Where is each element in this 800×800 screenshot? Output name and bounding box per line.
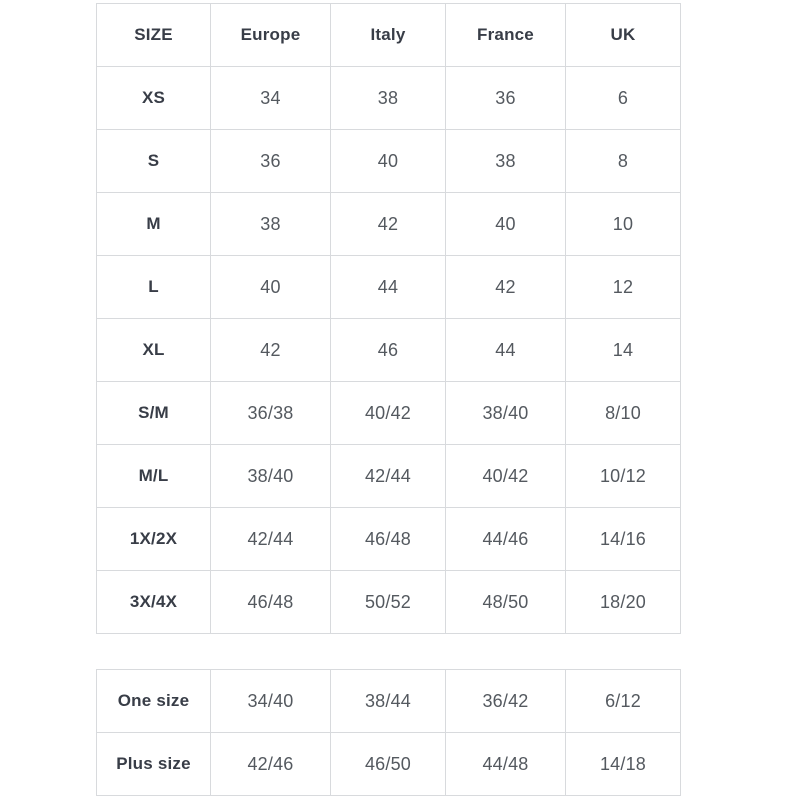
size-label-cell: Plus size xyxy=(97,733,211,796)
size-label-cell: M xyxy=(97,193,211,256)
size-value-cell: 46/48 xyxy=(331,508,446,571)
size-value-cell: 8/10 xyxy=(566,382,681,445)
header-cell-uk: UK xyxy=(566,4,681,67)
size-value-cell: 36 xyxy=(446,67,566,130)
size-value-cell: 40 xyxy=(331,130,446,193)
size-value-cell: 44/46 xyxy=(446,508,566,571)
size-value-cell: 42/44 xyxy=(331,445,446,508)
size-value-cell: 42/44 xyxy=(211,508,331,571)
size-value-cell: 36 xyxy=(211,130,331,193)
table-row xyxy=(97,670,681,733)
one-size-plus-size-table xyxy=(96,669,681,796)
size-value-cell: 46 xyxy=(331,319,446,382)
size-value-cell: 38/40 xyxy=(446,382,566,445)
table-row xyxy=(97,571,681,634)
size-value-cell: 46/48 xyxy=(211,571,331,634)
size-value-cell: 42/46 xyxy=(211,733,331,796)
size-label-cell: 3X/4X xyxy=(97,571,211,634)
size-value-cell: 42 xyxy=(211,319,331,382)
size-label-cell: M/L xyxy=(97,445,211,508)
size-value-cell: 46/50 xyxy=(331,733,446,796)
table-gap xyxy=(96,634,680,669)
size-value-cell: 44/48 xyxy=(446,733,566,796)
size-value-cell: 40 xyxy=(446,193,566,256)
table-row xyxy=(97,130,681,193)
header-cell-italy: Italy xyxy=(331,4,446,67)
header-row xyxy=(97,4,681,67)
size-value-cell: 6/12 xyxy=(566,670,681,733)
size-value-cell: 12 xyxy=(566,256,681,319)
size-value-cell: 34/40 xyxy=(211,670,331,733)
size-value-cell: 18/20 xyxy=(566,571,681,634)
table-row xyxy=(97,508,681,571)
size-value-cell: 48/50 xyxy=(446,571,566,634)
table-row xyxy=(97,733,681,796)
size-value-cell: 42 xyxy=(331,193,446,256)
size-label-cell: XL xyxy=(97,319,211,382)
size-value-cell: 40/42 xyxy=(331,382,446,445)
size-value-cell: 44 xyxy=(331,256,446,319)
size-table-header xyxy=(97,4,681,67)
size-label-cell: L xyxy=(97,256,211,319)
size-value-cell: 10 xyxy=(566,193,681,256)
size-chart-wrapper xyxy=(96,3,680,796)
size-value-cell: 8 xyxy=(566,130,681,193)
header-cell-europe: Europe xyxy=(211,4,331,67)
size-conversion-table xyxy=(96,3,681,634)
size-value-cell: 38 xyxy=(331,67,446,130)
size-label-cell: XS xyxy=(97,67,211,130)
size-value-cell: 38/40 xyxy=(211,445,331,508)
size-value-cell: 36/42 xyxy=(446,670,566,733)
size-value-cell: 44 xyxy=(446,319,566,382)
table-row xyxy=(97,256,681,319)
size-value-cell: 40/42 xyxy=(446,445,566,508)
table-row xyxy=(97,445,681,508)
size-label-cell: S/M xyxy=(97,382,211,445)
size-value-cell: 10/12 xyxy=(566,445,681,508)
size-value-cell: 34 xyxy=(211,67,331,130)
header-cell-size: SIZE xyxy=(97,4,211,67)
size-table-body xyxy=(97,67,681,634)
size-value-cell: 14/18 xyxy=(566,733,681,796)
size-value-cell: 14/16 xyxy=(566,508,681,571)
size-label-cell: S xyxy=(97,130,211,193)
size-value-cell: 38/44 xyxy=(331,670,446,733)
extra-table-body xyxy=(97,670,681,796)
size-value-cell: 38 xyxy=(446,130,566,193)
size-label-cell: One size xyxy=(97,670,211,733)
size-label-cell: 1X/2X xyxy=(97,508,211,571)
size-value-cell: 36/38 xyxy=(211,382,331,445)
size-value-cell: 40 xyxy=(211,256,331,319)
size-value-cell: 6 xyxy=(566,67,681,130)
size-value-cell: 42 xyxy=(446,256,566,319)
table-row xyxy=(97,193,681,256)
table-row xyxy=(97,319,681,382)
table-row xyxy=(97,67,681,130)
size-value-cell: 50/52 xyxy=(331,571,446,634)
size-value-cell: 14 xyxy=(566,319,681,382)
size-value-cell: 38 xyxy=(211,193,331,256)
table-row xyxy=(97,382,681,445)
header-cell-france: France xyxy=(446,4,566,67)
